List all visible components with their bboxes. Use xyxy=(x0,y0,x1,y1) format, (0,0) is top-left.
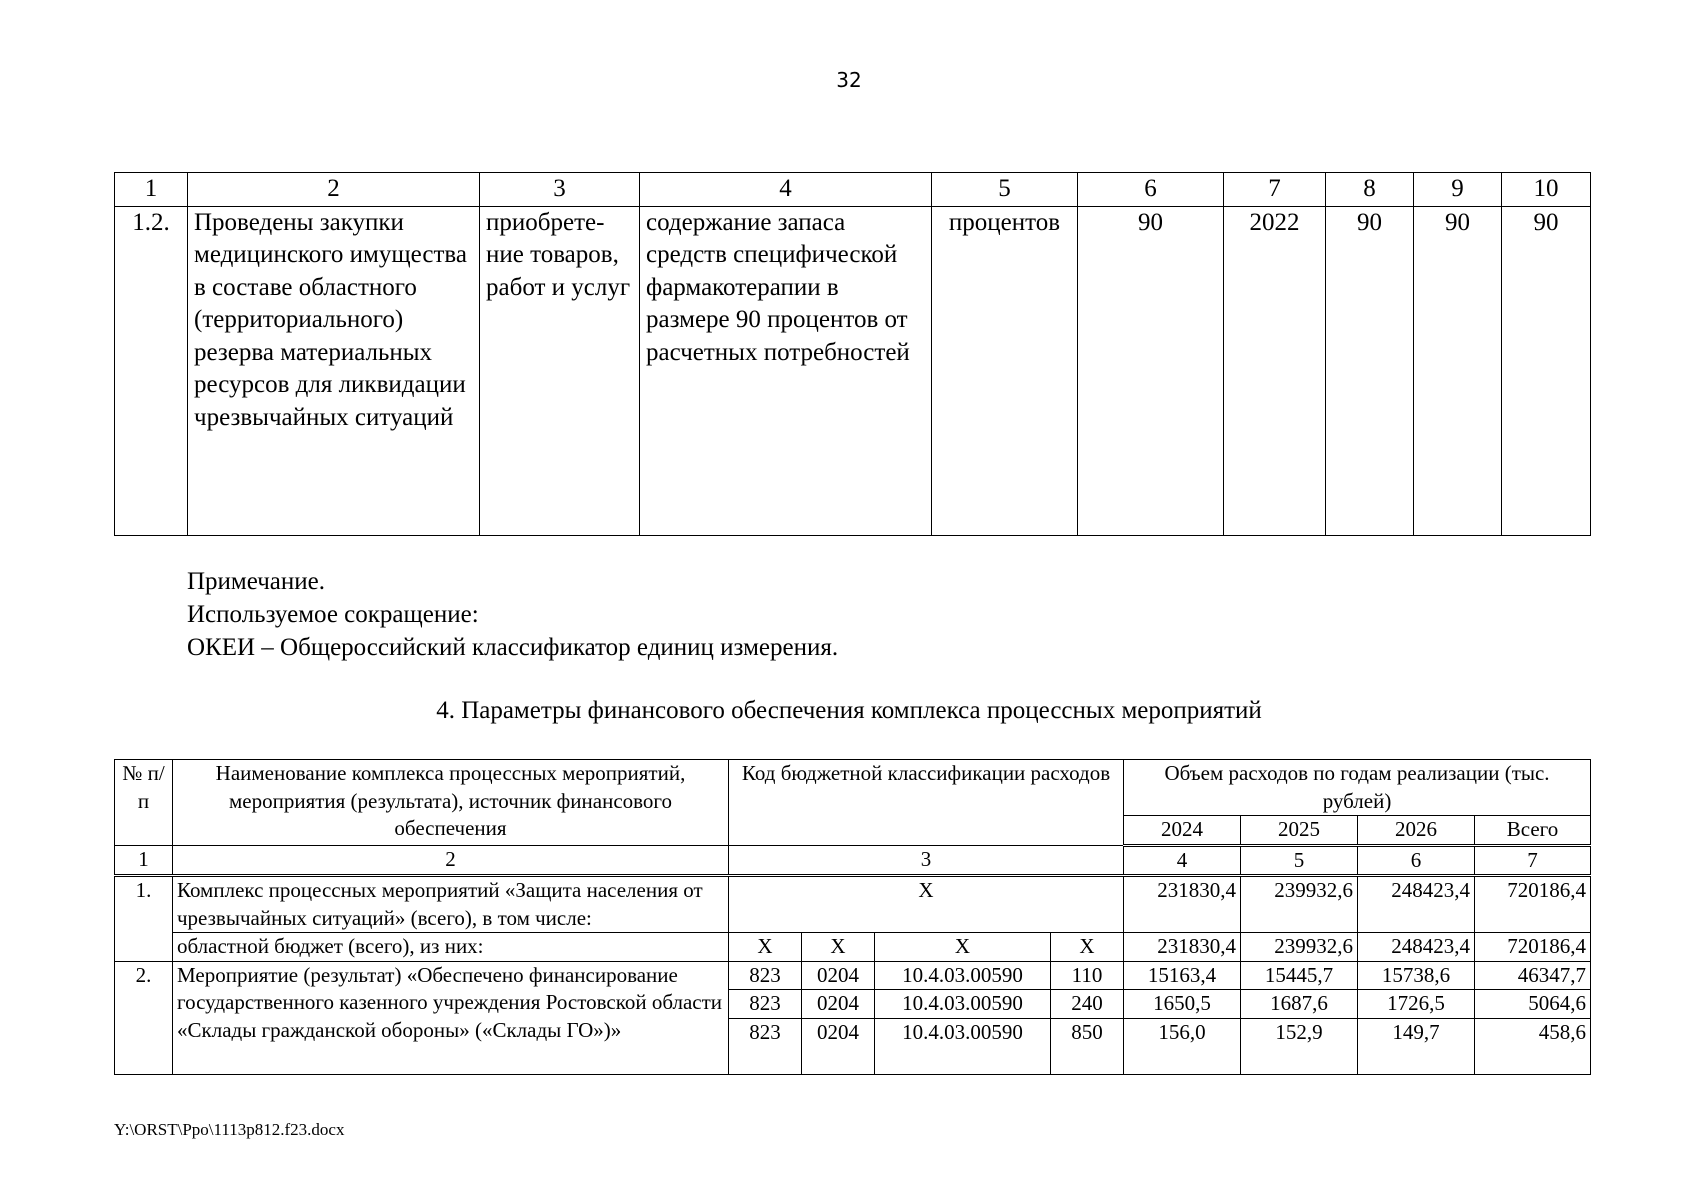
table1-header-cell: 5 xyxy=(932,173,1078,207)
header-volume: Объем расходов по годам реализации (тыс. рублей) xyxy=(1124,760,1591,816)
code-target: 10.4.03.00590 xyxy=(875,961,1051,990)
table1-header-cell: 6 xyxy=(1078,173,1224,207)
funding-source: областной бюджет (всего), из них: xyxy=(173,933,729,962)
table-row xyxy=(115,876,1591,933)
row-number: 1. xyxy=(115,876,173,962)
note-line: Используемое сокращение: xyxy=(187,601,479,628)
table-row xyxy=(115,206,1591,535)
code-section: 0204 xyxy=(802,1018,875,1074)
header-num: № п/п xyxy=(115,760,173,846)
value-2026: 90 xyxy=(1502,206,1591,535)
file-path-footer: Y:\ORST\Ppo\1113p812.f23.docx xyxy=(114,1120,345,1139)
note-line: ОКЕИ – Общероссийский классификатор единиц измерения. xyxy=(187,634,839,661)
code-gr: 823 xyxy=(729,1018,802,1074)
code-gr: 823 xyxy=(729,961,802,990)
section-title: 4. Параметры финансового обеспечения комплекса процессных мероприятий xyxy=(436,697,1262,724)
code-type: 850 xyxy=(1051,1018,1124,1074)
value-total: 46347,7 xyxy=(1475,961,1591,990)
table-row xyxy=(115,961,1591,990)
value-2024: 156,0 xyxy=(1124,1018,1241,1074)
header-name: Наименование комплекса процессных мероприятий, мероприятия (результата), источник финансового обеспечения xyxy=(173,760,729,846)
header-year-2024: 2024 xyxy=(1124,816,1241,846)
table1-header-cell: 1 xyxy=(115,173,188,207)
value-total: 5064,6 xyxy=(1475,990,1591,1019)
base-year: 2022 xyxy=(1224,206,1326,535)
row-number: 2. xyxy=(115,961,173,1074)
code-gr: 823 xyxy=(729,990,802,1019)
note-block xyxy=(187,565,838,664)
value-total: 720186,4 xyxy=(1475,876,1591,933)
table1-header-cell: 8 xyxy=(1326,173,1414,207)
value-2026: 15738,6 xyxy=(1358,961,1475,990)
value-2026: 1726,5 xyxy=(1358,990,1475,1019)
complex-name: Комплекс процессных мероприятий «Защита населения от чрезвычайных ситуаций» (всего), в том числе: xyxy=(173,876,729,933)
value-2024: 1650,5 xyxy=(1124,990,1241,1019)
value-2025: 239932,6 xyxy=(1241,933,1358,962)
indicators-table xyxy=(114,172,1591,536)
value-2024: 90 xyxy=(1326,206,1414,535)
table1-header-cell: 4 xyxy=(640,173,932,207)
code-target: 10.4.03.00590 xyxy=(875,1018,1051,1074)
colnum-cell: 1 xyxy=(115,845,173,876)
value-2024: 231830,4 xyxy=(1124,933,1241,962)
colnum-cell: 6 xyxy=(1358,845,1475,876)
header-budget-code: Код бюджетной классификации расходов xyxy=(729,760,1124,846)
colnum-cell: 4 xyxy=(1124,845,1241,876)
value-2025: 90 xyxy=(1414,206,1502,535)
value-total: 458,6 xyxy=(1475,1018,1591,1074)
code-section: 0204 xyxy=(802,961,875,990)
code-type: 110 xyxy=(1051,961,1124,990)
code-target: 10.4.03.00590 xyxy=(875,990,1051,1019)
header-year-2026: 2026 xyxy=(1358,816,1475,846)
value-2025: 239932,6 xyxy=(1241,876,1358,933)
table2-header-row xyxy=(115,760,1591,816)
table-row xyxy=(115,933,1591,962)
event-name: Мероприятие (результат) «Обеспечено финансирование государственного казенного учреждения Ростовской области «Склады гражданской обороны» («Склады ГО»)» xyxy=(173,961,729,1074)
code-type: 240 xyxy=(1051,990,1124,1019)
value-2025: 1687,6 xyxy=(1241,990,1358,1019)
header-total: Всего xyxy=(1475,816,1591,846)
value-total: 720186,4 xyxy=(1475,933,1591,962)
value-2026: 248423,4 xyxy=(1358,876,1475,933)
code-section: 0204 xyxy=(802,990,875,1019)
event-characteristic: содержание запаса средств специфической фармакотерапии в размере 90 процентов от расчетных потребностей xyxy=(640,206,932,535)
table1-header-cell: 7 xyxy=(1224,173,1326,207)
table1-header-cell: 3 xyxy=(480,173,640,207)
value-2026: 149,7 xyxy=(1358,1018,1475,1074)
financing-table xyxy=(114,759,1591,1075)
value-2025: 152,9 xyxy=(1241,1018,1358,1074)
table1-header-row xyxy=(115,173,1591,207)
value-2025: 15445,7 xyxy=(1241,961,1358,990)
table1-header-cell: 10 xyxy=(1502,173,1591,207)
indicator-name: Проведены закупки медицинского имущества в составе областного (территориального) резерва материальных ресурсов для ликвидации чрезвычайных ситуаций xyxy=(188,206,480,535)
unit-of-measure: процентов xyxy=(932,206,1078,535)
value-2026: 248423,4 xyxy=(1358,933,1475,962)
colnum-cell: 2 xyxy=(173,845,729,876)
value-2024: 15163,4 xyxy=(1124,961,1241,990)
code-gr: Х xyxy=(729,933,802,962)
code-target: Х xyxy=(875,933,1051,962)
colnum-cell: 3 xyxy=(729,845,1124,876)
code-section: Х xyxy=(802,933,875,962)
note-title: Примечание. xyxy=(187,568,326,595)
table2-colnum-row xyxy=(115,845,1591,876)
colnum-cell: 7 xyxy=(1475,845,1591,876)
header-year-2025: 2025 xyxy=(1241,816,1358,846)
value-2024: 231830,4 xyxy=(1124,876,1241,933)
budget-code: Х xyxy=(729,876,1124,933)
colnum-cell: 5 xyxy=(1241,845,1358,876)
page-number: 32 xyxy=(836,68,862,92)
table1-header-cell: 2 xyxy=(188,173,480,207)
table1-header-cell: 9 xyxy=(1414,173,1502,207)
row-number: 1.2. xyxy=(115,206,188,535)
base-value: 90 xyxy=(1078,206,1224,535)
code-type: Х xyxy=(1051,933,1124,962)
event-type: приобрете-ние товаров, работ и услуг xyxy=(480,206,640,535)
